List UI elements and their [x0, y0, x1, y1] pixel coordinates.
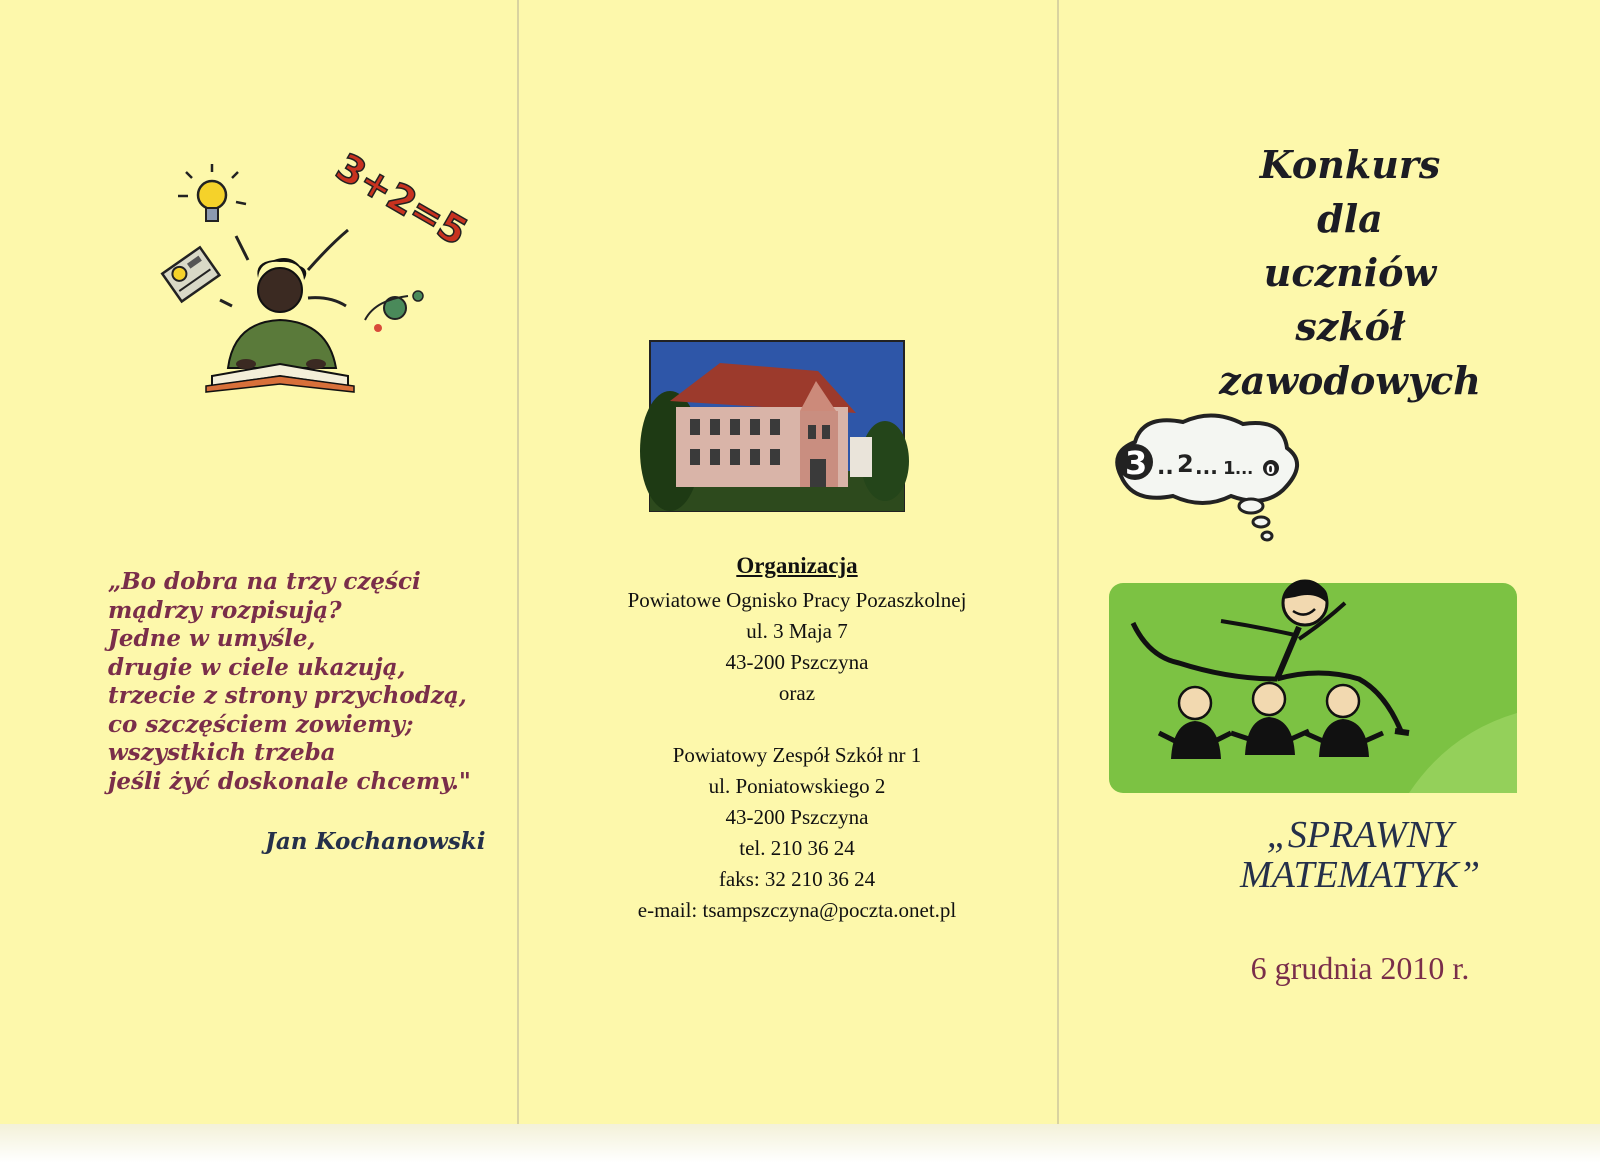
quote-line: trzecie z strony przychodzą,: [108, 682, 467, 709]
reader-figure: [206, 258, 354, 392]
title-line: zawodowych: [1219, 358, 1481, 403]
contest-name-line: MATEMATYK”: [1239, 854, 1480, 896]
gadget-icon: [162, 247, 219, 301]
org2-city: 43-200 Pszczyna: [725, 805, 869, 829]
contest-name-line: „SPRAWNY: [1266, 814, 1454, 856]
quote-line: wszystkich trzeba: [108, 739, 336, 766]
countdown-one: 1: [1223, 458, 1236, 479]
organizers-block: [557, 553, 1037, 926]
quote-line: drugie w ciele ukazują,: [108, 653, 406, 681]
quote-line: co szczęściem zowiemy;: [108, 710, 414, 738]
org1-street: ul. 3 Maja 7: [746, 619, 848, 643]
countdown-thought-bubble: [1113, 412, 1313, 547]
quote-line: mądrzy rozpisują?: [108, 596, 342, 624]
conjunction: oraz: [778, 681, 816, 705]
doodle-equation: 3+2=5: [328, 144, 475, 255]
leaping-runner-illustration: [1109, 583, 1517, 793]
quote-line: Jedne w umyśle,: [108, 625, 316, 652]
contest-name: [1130, 815, 1590, 895]
planet-icon: [365, 291, 423, 332]
countdown-zero: 0: [1266, 463, 1276, 478]
quote-author: Jan Kochanowski: [265, 828, 486, 855]
contest-date: 6 grudnia 2010 r.: [1250, 950, 1470, 986]
reader-doodle-illustration: [150, 144, 475, 410]
org2-fax: faks: 32 210 36 24: [718, 867, 876, 891]
lightbulb-icon: [178, 164, 246, 221]
countdown-two: 2: [1177, 450, 1194, 478]
org2-phone: tel. 210 36 24: [739, 836, 855, 860]
school-building-photo: [650, 341, 904, 511]
quote-line: „Bo dobra na trzy części: [108, 568, 421, 595]
title-line: Konkurs: [1259, 142, 1441, 187]
org1-name: Powiatowe Ognisko Pracy Pozaszkolnej: [627, 588, 967, 612]
contest-title: [1110, 138, 1590, 408]
svg-text:...: ...: [1235, 459, 1254, 478]
org2-street: ul. Poniatowskiego 2: [708, 774, 886, 798]
scan-edge: [0, 1124, 1600, 1163]
org2-email: e-mail: tsampszczyna@poczta.onet.pl: [637, 898, 957, 922]
svg-text:..: ..: [1157, 455, 1174, 480]
title-line: uczniów: [1263, 250, 1437, 295]
title-line: dla: [1317, 196, 1383, 241]
left-panel: [0, 0, 517, 1124]
quote-line: jeśli żyć doskonale chcemy.": [108, 767, 471, 795]
org2-name: Powiatowy Zespół Szkół nr 1: [672, 743, 922, 767]
kochanowski-quote: [108, 568, 508, 796]
organizers-heading: Organizacja: [736, 553, 858, 578]
countdown-three: 3: [1125, 444, 1148, 482]
title-line: szkół: [1295, 304, 1405, 349]
org1-city: 43-200 Pszczyna: [725, 650, 869, 674]
svg-text:...: ...: [1195, 455, 1218, 479]
